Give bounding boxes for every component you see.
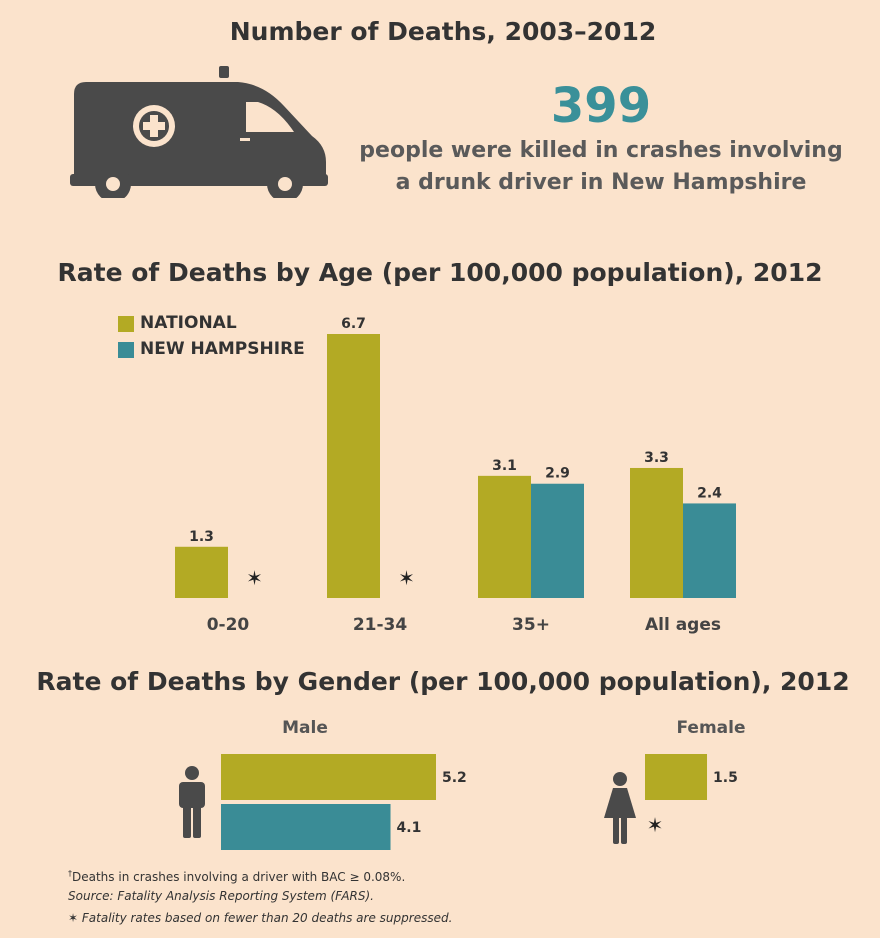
gender-label-male: Male	[282, 718, 328, 738]
deaths-description-line2: a drunk driver in New Hampshire	[395, 170, 807, 195]
footnote-bac-text: Deaths in crashes involving a driver with BAC ≥ 0.08%.	[72, 870, 406, 884]
star-icon: ✶	[68, 911, 79, 925]
value-label-new-hampshire-all-ages: 2.4	[697, 485, 722, 502]
value-label-new-hampshire-35-plus: 2.9	[545, 465, 570, 482]
footnote-bac	[68, 869, 405, 884]
bar-national-female	[645, 754, 707, 800]
footnote-suppressed-text: Fatality rates based on fewer than 20 deaths are suppressed.	[81, 911, 453, 925]
deaths-description-line1: people were killed in crashes involving	[359, 138, 843, 163]
footnote-source: Source: Fatality Analysis Reporting System (FARS).	[68, 889, 374, 903]
bar-national-male	[221, 754, 436, 800]
suppressed-star-female: ✶	[646, 813, 664, 837]
category-label-21-34: 21-34	[352, 615, 408, 635]
footnote-marker: †	[68, 869, 72, 878]
value-label-national-21-34: 6.7	[341, 316, 366, 332]
gender-label-female: Female	[676, 718, 746, 738]
suppressed-star-21-34: ✶	[398, 566, 415, 590]
category-label-0-20: 0-20	[206, 615, 250, 635]
footnote-suppressed	[68, 911, 452, 925]
category-label-all-ages: All ages	[644, 615, 722, 635]
value-label-national-0-20: 1.3	[189, 528, 214, 545]
age-chart-title: Rate of Deaths by Age (per 100,000 population), 2012	[57, 258, 823, 287]
legend-label-national: NATIONAL	[140, 313, 237, 333]
value-label-national-male: 5.2	[442, 770, 467, 786]
value-label-national-all-ages: 3.3	[644, 449, 669, 466]
suppressed-star-0-20: ✶	[246, 566, 263, 590]
value-label-new-hampshire-male: 4.1	[396, 820, 422, 836]
category-label-35-plus: 35+	[512, 615, 550, 635]
gender-chart-title: Rate of Deaths by Gender (per 100,000 population), 2012	[36, 667, 850, 696]
page-title: Number of Deaths, 2003–2012	[229, 17, 657, 46]
legend-label-new-hampshire: NEW HAMPSHIRE	[140, 339, 305, 359]
value-label-national-female: 1.5	[713, 770, 738, 786]
bar-new-hampshire-male	[221, 804, 391, 850]
value-label-national-35-plus: 3.1	[492, 457, 517, 474]
deaths-count: 399	[550, 78, 652, 134]
